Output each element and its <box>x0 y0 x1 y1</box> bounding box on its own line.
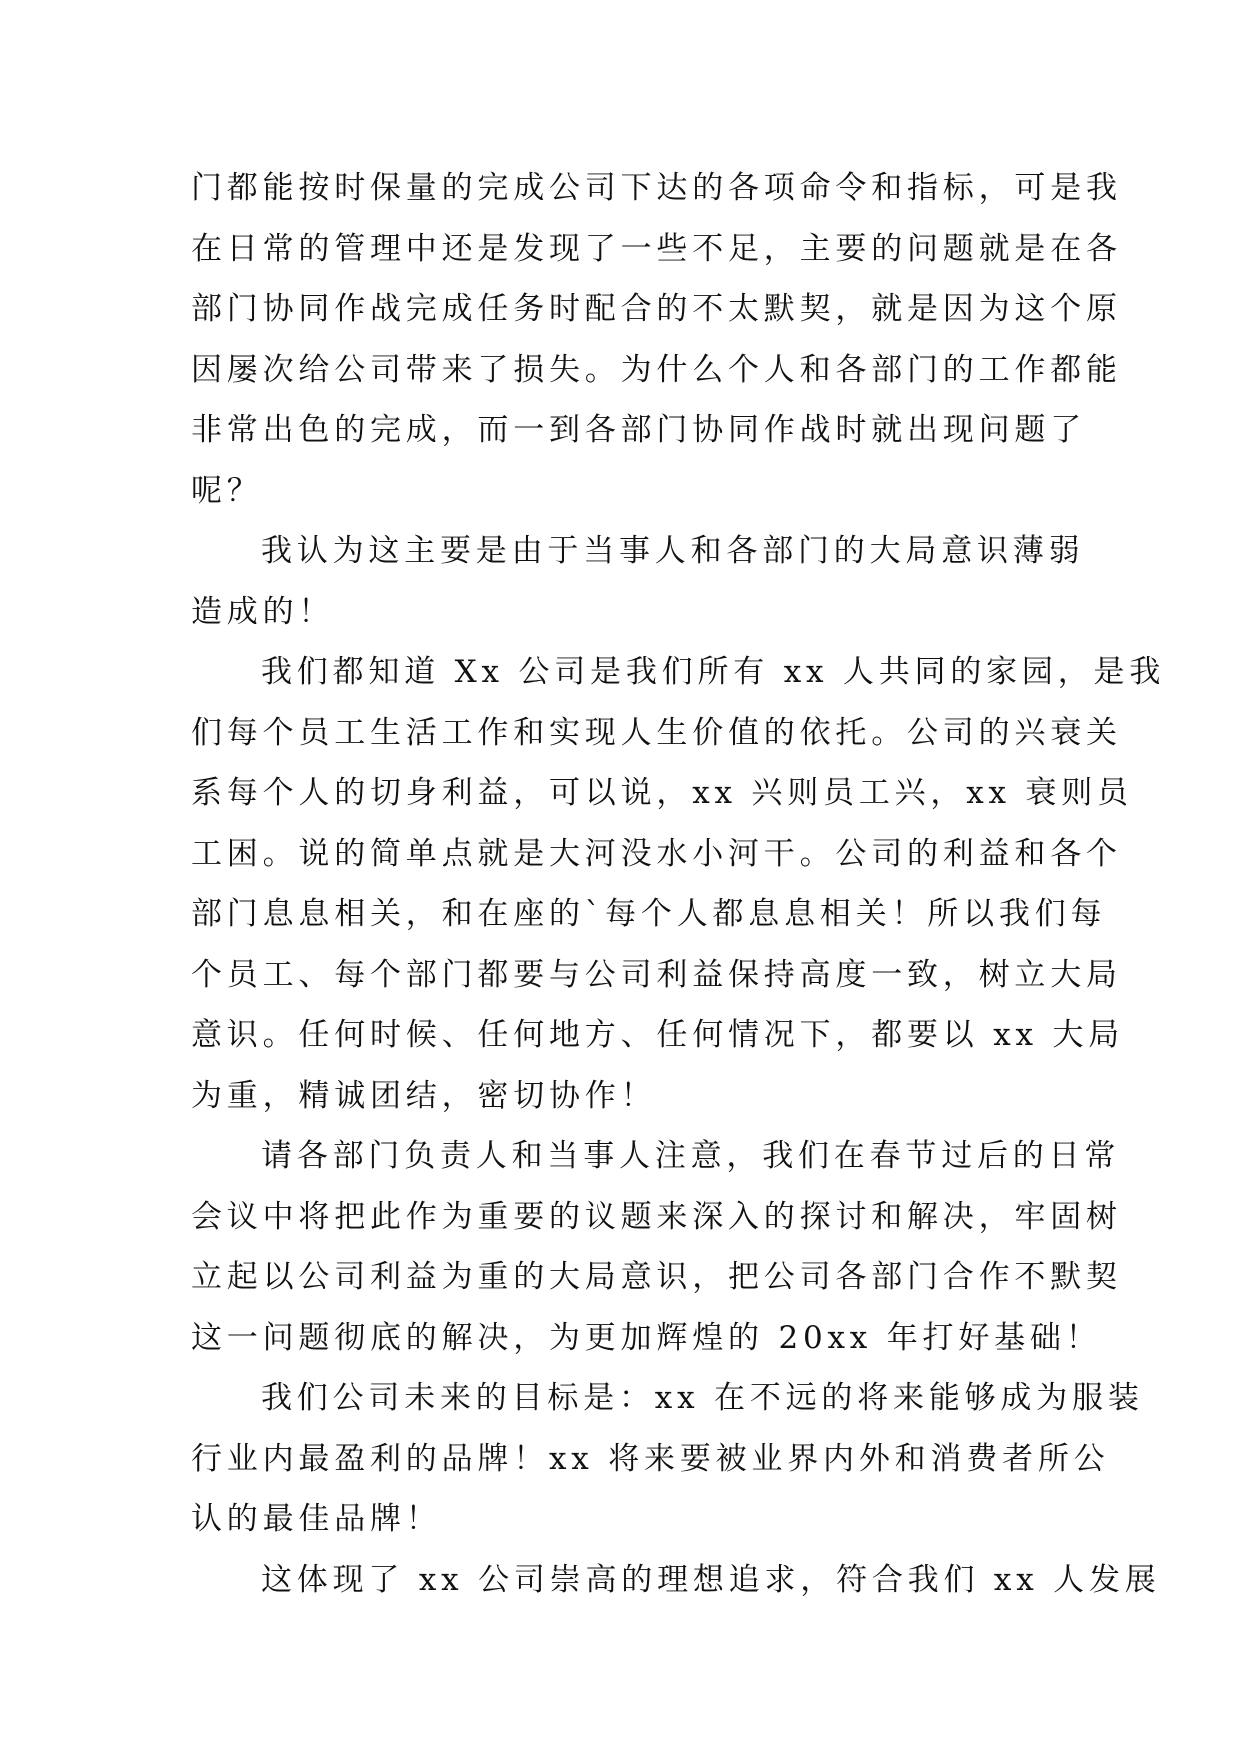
text-line: 在日常的管理中还是发现了一些不足，主要的问题就是在各 <box>191 230 1122 267</box>
text-line: 造成的！ <box>191 593 335 630</box>
paragraph-first-line: 我们都知道 Xx 公司是我们所有 xx 人共同的家园，是我 <box>261 654 1166 690</box>
text-line: 非常出色的完成，而一到各部门协同作战时就出现问题了 <box>191 412 1086 448</box>
text-line: 系每个人的切身利益，可以说，xx 兴则员工兴，xx 衰则员 <box>191 775 1133 811</box>
text-line: 行业内最盈利的品牌！xx 将来要被业界内外和消费者所公 <box>191 1440 1110 1477</box>
text-line: 意识。任何时候、任何地方、任何情况下，都要以 xx 大局 <box>191 1017 1125 1053</box>
text-line: 个员工、每个部门都要与公司利益保持高度一致，树立大局 <box>191 956 1122 993</box>
document-body <box>191 158 1166 1610</box>
text-line: 部门息息相关，和在座的`每个人都息息相关！所以我们每 <box>191 896 1107 932</box>
text-line: 为重，精诚团结，密切协作！ <box>191 1077 657 1114</box>
text-line: 认的最佳品牌！ <box>191 1501 442 1537</box>
text-line: 部门协同作战完成任务时配合的不太默契，就是因为这个原 <box>191 291 1122 327</box>
text-line: 因屡次给公司带来了损失。为什么个人和各部门的工作都能 <box>191 351 1122 388</box>
paragraph-first-line: 请各部门负责人和当事人注意，我们在春节过后的日常 <box>261 1138 1121 1174</box>
text-line: 门都能按时保量的完成公司下达的各项命令和指标，可是我 <box>191 170 1122 206</box>
text-line: 这一问题彻底的解决，为更加辉煌的 20xx 年打好基础！ <box>191 1319 1102 1356</box>
paragraph-first-line: 这体现了 xx 公司崇高的理想追求，符合我们 xx 人发展 <box>261 1561 1161 1598</box>
text-line: 呢？ <box>191 472 263 509</box>
text-line: 们每个员工生活工作和实现人生价值的依托。公司的兴衰关 <box>191 714 1122 751</box>
paragraph-first-line: 我们公司未来的目标是：xx 在不远的将来能够成为服装 <box>261 1380 1144 1416</box>
text-line: 立起以公司利益为重的大局意识，把公司各部门合作不默契 <box>191 1259 1122 1295</box>
paragraph-first-line: 我认为这主要是由于当事人和各部门的大局意识薄弱 <box>261 533 1085 569</box>
text-line: 会议中将把此作为重要的议题来深入的探讨和解决，牢固树 <box>191 1198 1122 1235</box>
text-line: 工困。说的简单点就是大河没水小河干。公司的利益和各个 <box>191 835 1122 872</box>
